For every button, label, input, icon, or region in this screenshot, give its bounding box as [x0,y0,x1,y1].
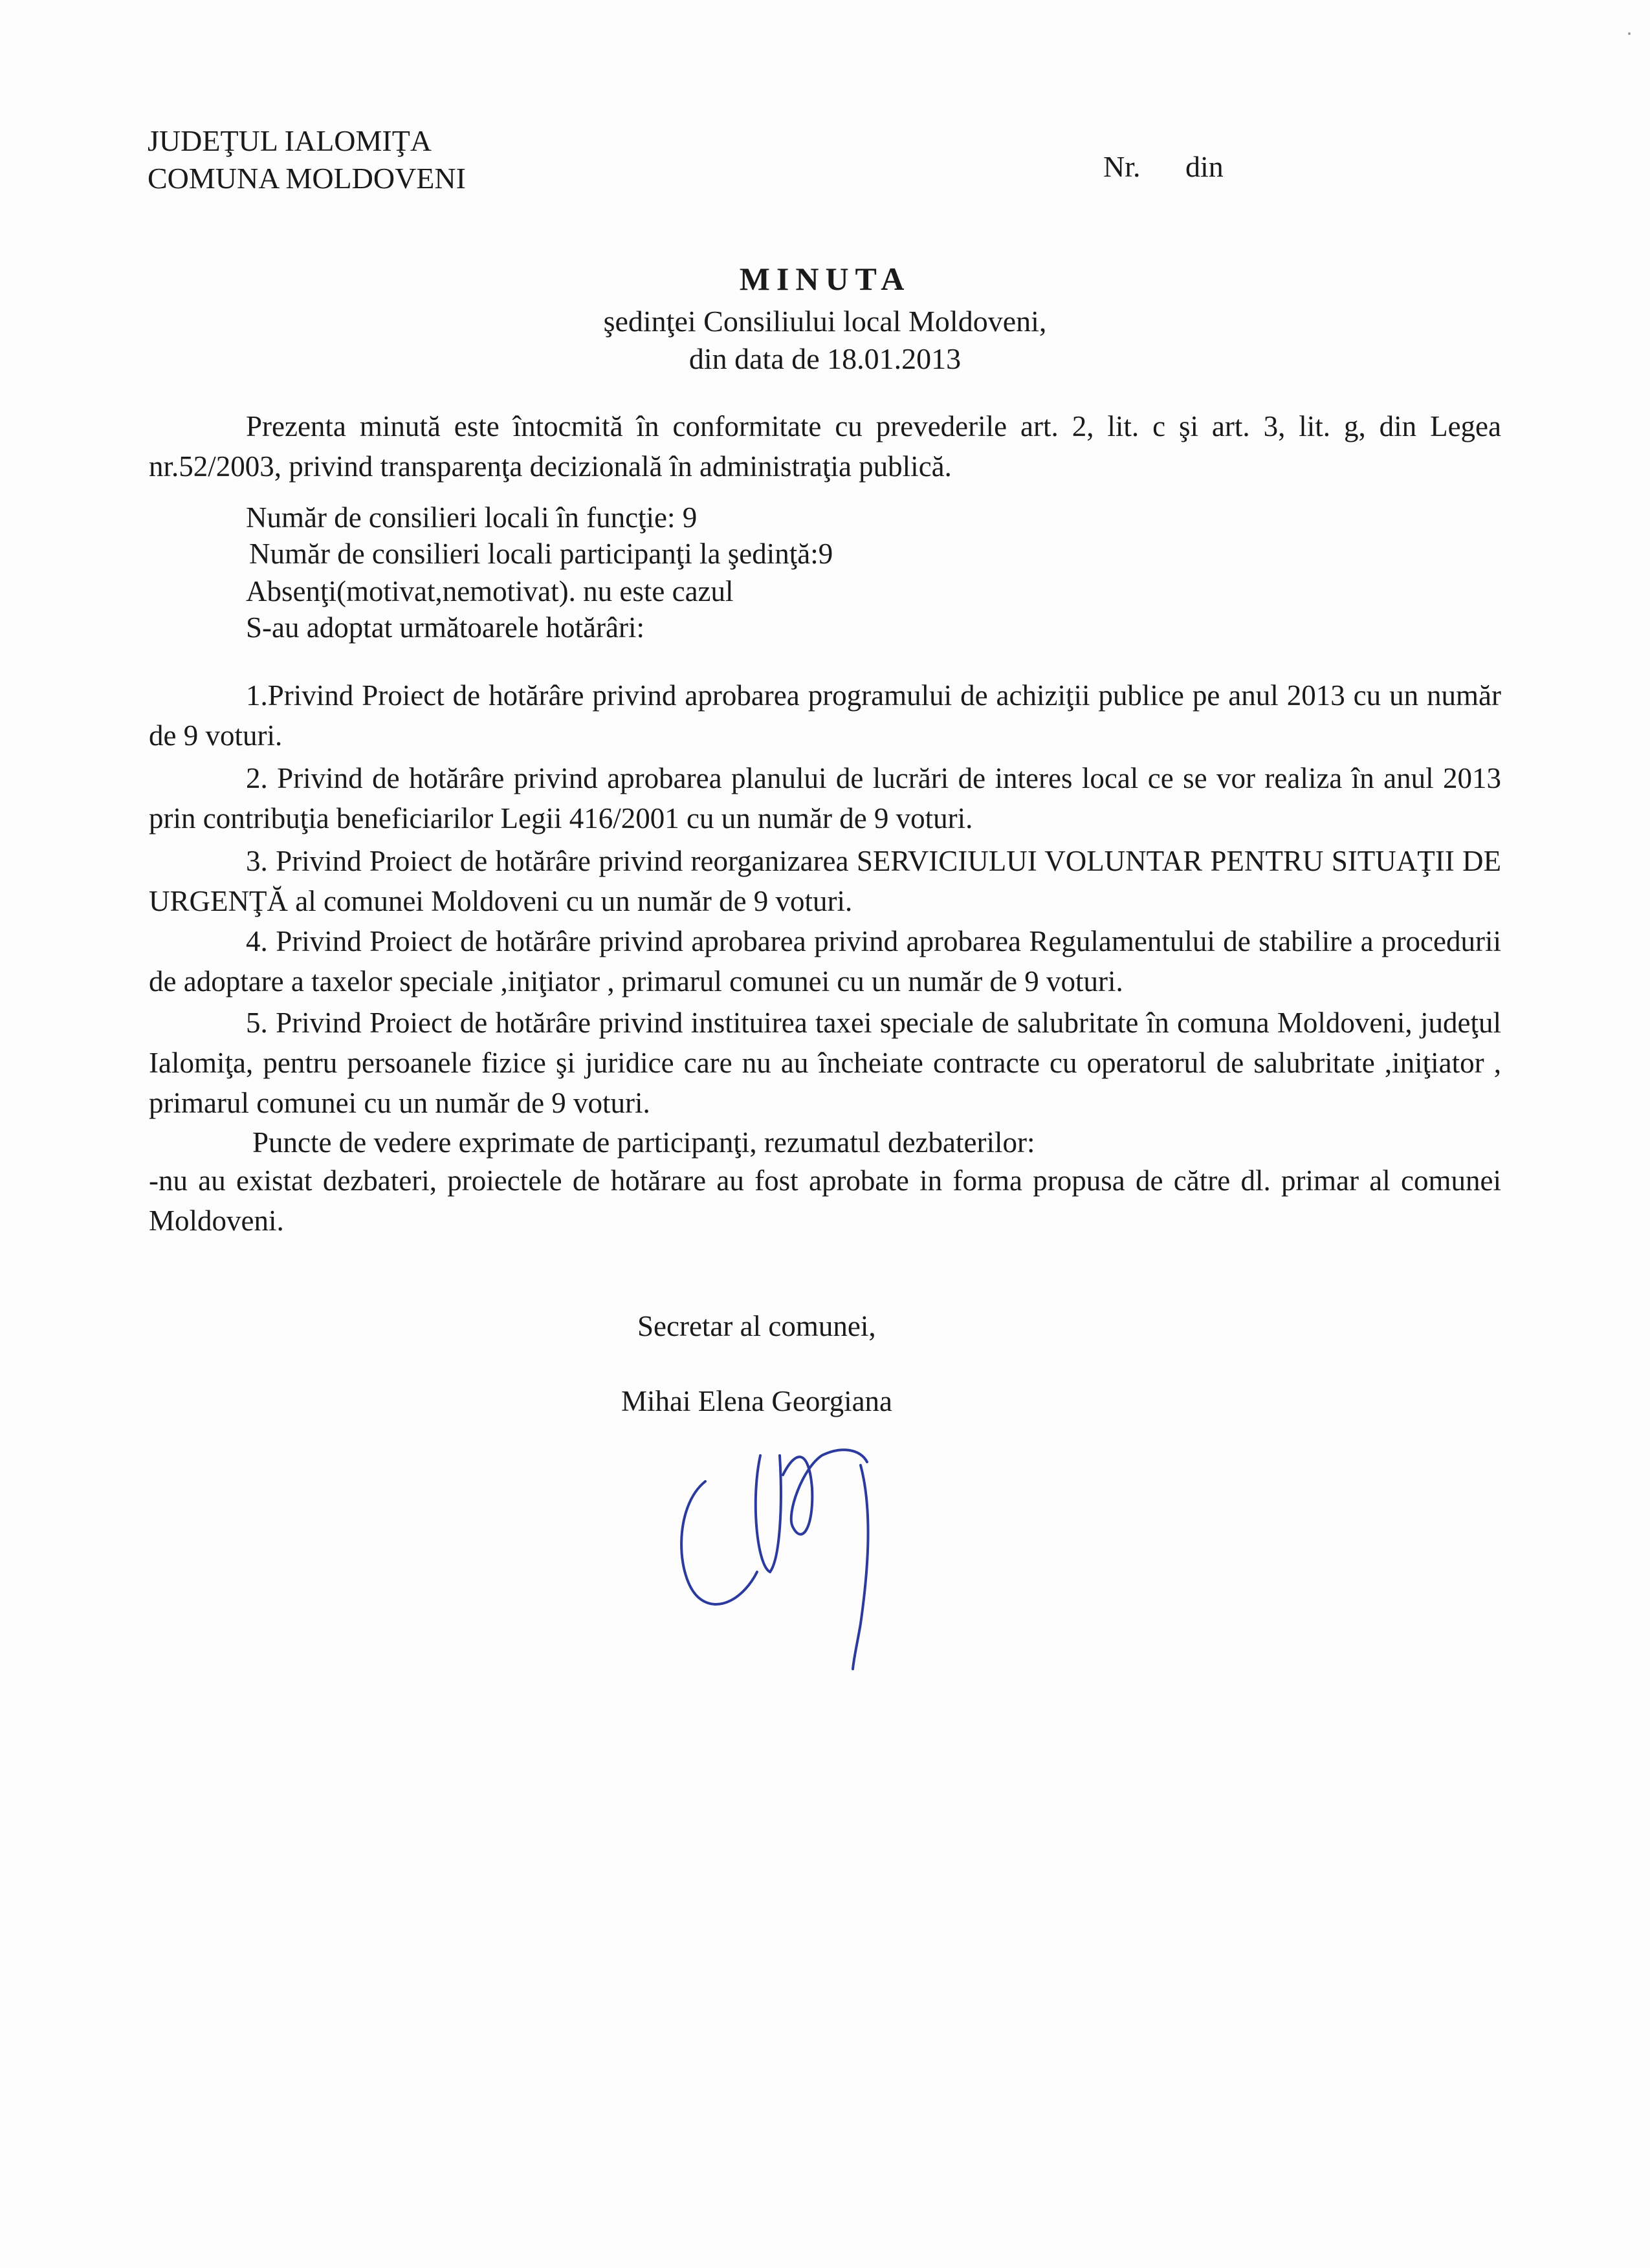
signature-stroke-3 [783,1450,867,1534]
decision-item-2: 2. Privind de hotărâre privind aprobarea planului de lucrări de interes local ce se vor realiza în anul 2013 prin contribuţia beneficiarilor Legii 416/2001 cu un număr de 9 voturi. [149,762,1501,834]
decision-item-3: 3. Privind Proiect de hotărâre privind reorganizarea SERVICIULUI VOLUNTAR PENTRU SITUAŢII DE URGENŢĂ al comunei Moldoveni cu un număr de 9 voturi. [149,845,1501,917]
discussion-text: -nu au existat dezbateri, proiectele de hotărare au fost aprobate in forma propusa de către dl. primar al comunei Moldoveni. [149,1164,1501,1237]
councilors-present: Număr de consilieri locali participanţi la şedinţă:9 [249,538,833,570]
signature-stroke-1 [681,1481,757,1604]
adopted-decisions-intro: S-au adoptat următoarele hotărâri: [246,611,644,644]
document-subtitle: şedinţei Consiliului local Moldoveni, [603,305,1047,338]
decision-item-1: 1.Privind Proiect de hotărâre privind aprobarea programului de achiziţii publice pe anul 2013 cu un număr de 9 voturi. [149,679,1501,752]
discussion-heading: Puncte de vedere exprimate de participanţi, rezumatul dezbaterilor: [252,1126,1035,1159]
signatory-name: Mihai Elena Georgiana [621,1385,893,1417]
absent-councilors: Absenţi(motivat,nemotivat). nu este cazul [246,575,734,607]
intro-paragraph: Prezenta minută este întocmită în conformitate cu prevederile art. 2, lit. c şi art. 3, lit. g, din Legea nr.52/2003, privind transparenţa decizională în administraţia publică. [149,410,1501,483]
meeting-date: din data de 18.01.2013 [688,342,962,375]
decision-item-4: 4. Privind Proiect de hotărâre privind aprobarea privind aprobarea Regulamentului de stabilire a procedurii de adoptare a taxelor speciale ,iniţiator , primarul comunei cu un număr de 9 voturi. [149,925,1501,998]
registration-date-label: din [1185,150,1224,183]
scan-speck [1628,32,1631,35]
signature-stroke-2 [756,1456,781,1572]
handwritten-signature [647,1410,945,1682]
document-title: MINUTA [739,261,911,297]
commune-name: COMUNA MOLDOVENI [148,162,466,195]
signature-stroke-4 [853,1465,868,1669]
decision-item-5: 5. Privind Proiect de hotărâre privind instituirea taxei speciale de salubritate în comuna Moldoveni, judeţul Ialomiţa, pentru persoanele fizice şi juridice care nu au încheiate contracte cu operatorul de salubritate ,iniţiator , primarul comunei cu un număr de 9 voturi. [149,1007,1501,1119]
registration-number-label: Nr. [1103,150,1141,183]
county-name: JUDEŢUL IALOMIŢA [148,124,432,157]
councilors-in-office: Număr de consilieri locali în funcţie: 9 [246,501,698,534]
signatory-role: Secretar al comunei, [637,1310,876,1342]
